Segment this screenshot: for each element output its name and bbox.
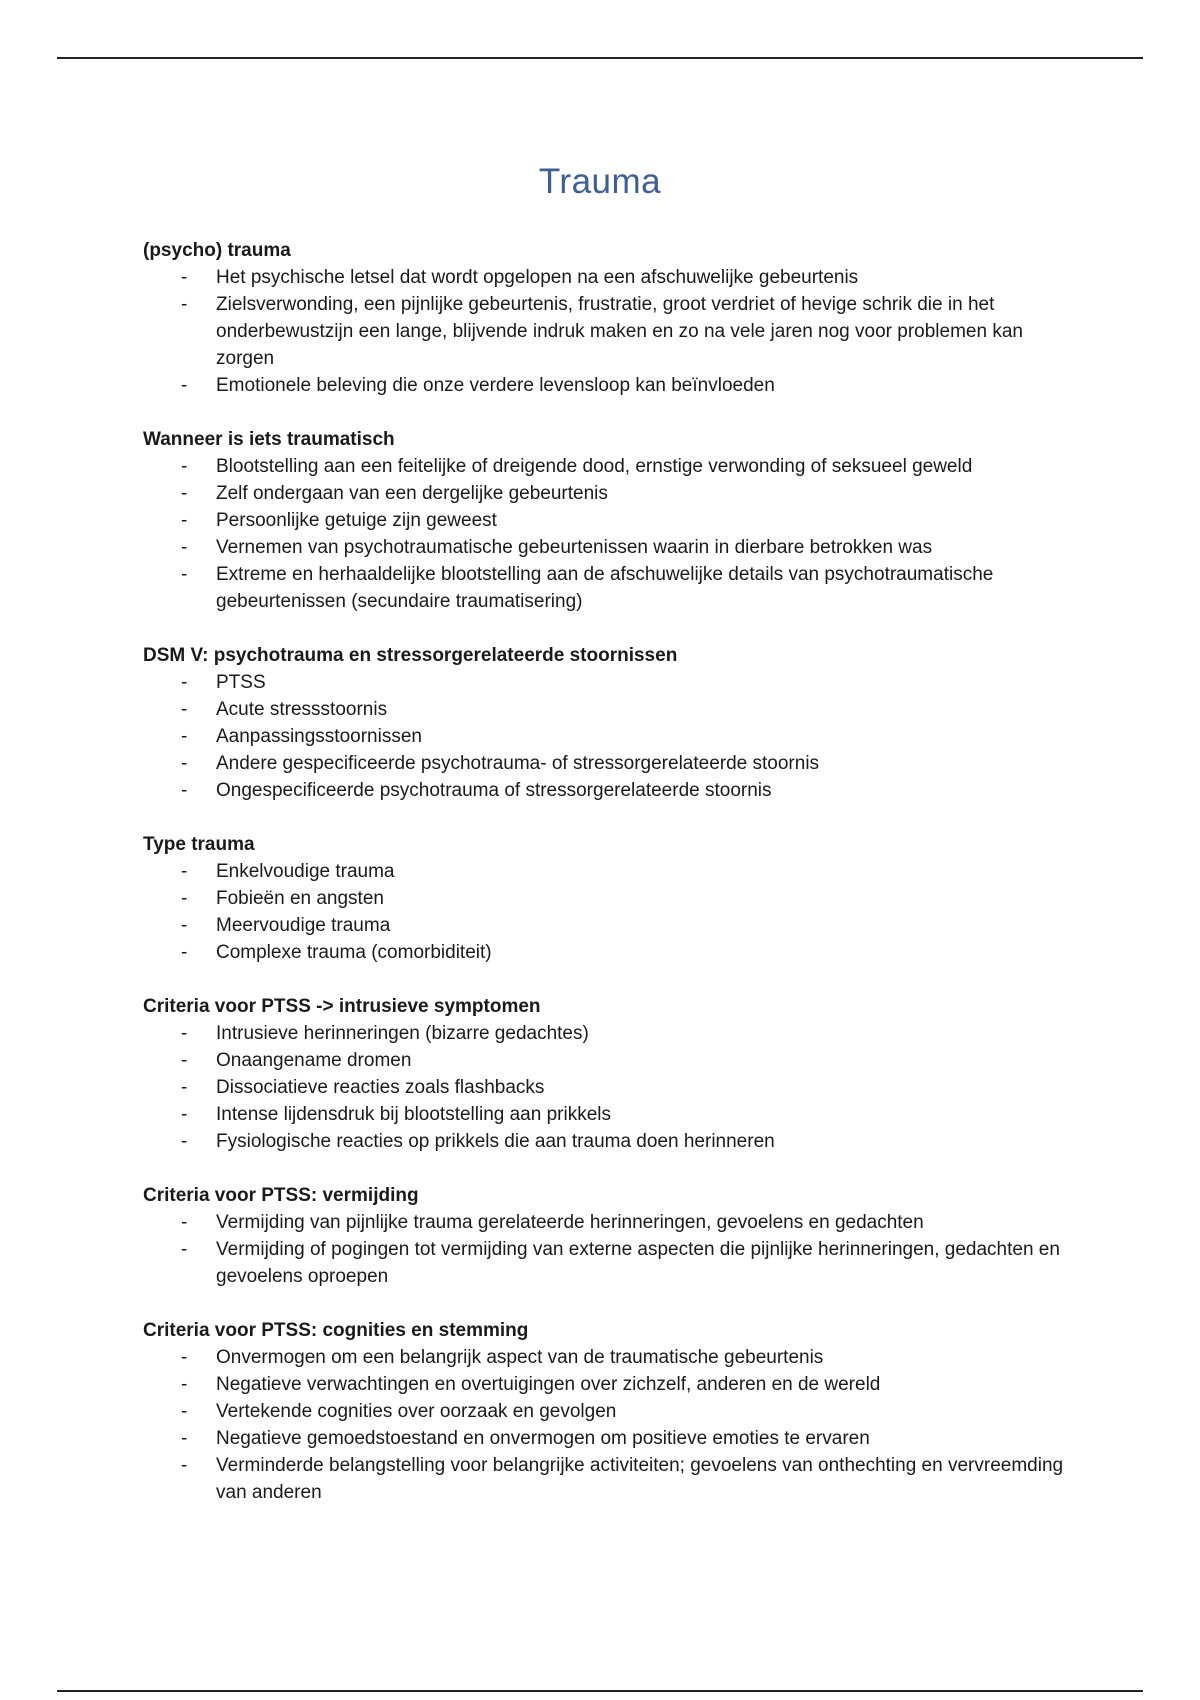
list-item [143, 1344, 1083, 1371]
list-item [143, 696, 1083, 723]
list-item [143, 480, 1083, 507]
list-item-text: Vermijding van pijnlijke trauma gerelateerde herinneringen, gevoelens en gedachten [216, 1212, 924, 1233]
list-item-text: Complexe trauma (comorbiditeit) [216, 942, 492, 963]
list-item [143, 1074, 1083, 1101]
list-item [143, 291, 1083, 372]
bullet-dash: - [181, 537, 188, 558]
document-body [143, 237, 1083, 1533]
bullet-dash: - [181, 699, 188, 720]
bullet-dash: - [181, 564, 188, 585]
list-item-text: Andere gespecificeerde psychotrauma- of stressorgerelateerde stoornis [216, 753, 820, 774]
bullet-dash: - [181, 1239, 188, 1260]
list-item-text: Fysiologische reacties op prikkels die aan trauma doen herinneren [216, 1131, 775, 1152]
list-item-text: Acute stressstoornis [216, 699, 388, 720]
bullet-dash: - [181, 1428, 188, 1449]
section-heading: Criteria voor PTSS: cognities en stemming [143, 1320, 529, 1341]
section-heading: Type trauma [143, 834, 255, 855]
bullet-dash: - [181, 1023, 188, 1044]
list-item-text: Onvermogen om een belangrijk aspect van de traumatische gebeurtenis [216, 1347, 824, 1368]
list-item-text: Persoonlijke getuige zijn geweest [216, 510, 497, 531]
list-item [143, 561, 1083, 615]
list-item-text: Intense lijdensdruk bij blootstelling aan prikkels [216, 1104, 612, 1125]
bullet-dash: - [181, 1212, 188, 1233]
section-ptss-intrusief [143, 993, 1083, 1155]
list-item-text: Emotionele beleving die onze verdere levensloop kan beïnvloeden [216, 375, 775, 396]
list-item [143, 453, 1083, 480]
bullet-dash: - [181, 510, 188, 531]
bullet-dash: - [181, 672, 188, 693]
list-item-text: PTSS [216, 672, 266, 693]
footer-rule [57, 1690, 1143, 1692]
list-item [143, 1128, 1083, 1155]
list-item-text: Dissociatieve reacties zoals flashbacks [216, 1077, 545, 1098]
section-heading: Wanneer is iets traumatisch [143, 429, 395, 450]
list-item-text: Fobieën en angsten [216, 888, 384, 909]
bullet-dash: - [181, 780, 188, 801]
header-rule [57, 57, 1143, 59]
bullet-dash: - [181, 1104, 188, 1125]
bullet-list [143, 1209, 1083, 1290]
list-item-text: Verminderde belangstelling voor belangrijke activiteiten; gevoelens van onthechting en vervreemding van anderen [216, 1455, 1064, 1503]
section-psycho-trauma [143, 237, 1083, 399]
section-heading: DSM V: psychotrauma en stressorgerelateerde stoornissen [143, 645, 678, 666]
list-item [143, 885, 1083, 912]
bullet-dash: - [181, 942, 188, 963]
bullet-dash: - [181, 1050, 188, 1071]
list-item-text: Negatieve verwachtingen en overtuigingen over zichzelf, anderen en de wereld [216, 1374, 881, 1395]
list-item-text: Extreme en herhaaldelijke blootstelling aan de afschuwelijke details van psychotraumatische gebeurtenissen (secundaire traumatisering) [216, 564, 994, 612]
list-item-text: Negatieve gemoedstoestand en onvermogen om positieve emoties te ervaren [216, 1428, 870, 1449]
list-item-text: Aanpassingsstoornissen [216, 726, 422, 747]
bullet-list [143, 669, 1083, 804]
bullet-dash: - [181, 483, 188, 504]
list-item-text: Blootstelling aan een feitelijke of dreigende dood, ernstige verwonding of seksueel geweld [216, 456, 973, 477]
list-item [143, 1047, 1083, 1074]
bullet-dash: - [181, 888, 188, 909]
bullet-dash: - [181, 1374, 188, 1395]
bullet-dash: - [181, 1455, 188, 1476]
page-title: Trauma [538, 162, 662, 201]
section-type-trauma [143, 831, 1083, 966]
section-heading: Criteria voor PTSS: vermijding [143, 1185, 419, 1206]
section-ptss-cognities [143, 1317, 1083, 1506]
list-item-text: Meervoudige trauma [216, 915, 391, 936]
list-item-text: Zelf ondergaan van een dergelijke gebeurtenis [216, 483, 608, 504]
bullet-dash: - [181, 375, 188, 396]
list-item-text: Enkelvoudige trauma [216, 861, 395, 882]
bullet-list [143, 1344, 1083, 1506]
list-item [143, 507, 1083, 534]
list-item-text: Intrusieve herinneringen (bizarre gedachtes) [216, 1023, 589, 1044]
bullet-list [143, 264, 1083, 399]
section-dsm-v [143, 642, 1083, 804]
bullet-dash: - [181, 456, 188, 477]
list-item [143, 669, 1083, 696]
list-item [143, 1452, 1083, 1506]
list-item-text: Zielsverwonding, een pijnlijke gebeurtenis, frustratie, groot verdriet of hevige schrik die in het onderbewustzijn een lange, blijvende indruk maken en zo na vele jaren nog voor problemen kan zorgen [216, 294, 1023, 369]
bullet-dash: - [181, 294, 188, 315]
list-item [143, 534, 1083, 561]
list-item [143, 858, 1083, 885]
bullet-dash: - [181, 1077, 188, 1098]
list-item [143, 1425, 1083, 1452]
bullet-dash: - [181, 1131, 188, 1152]
list-item-text: Het psychische letsel dat wordt opgelopen na een afschuwelijke gebeurtenis [216, 267, 859, 288]
bullet-dash: - [181, 915, 188, 936]
bullet-dash: - [181, 1401, 188, 1422]
section-ptss-vermijding [143, 1182, 1083, 1290]
bullet-list [143, 453, 1083, 615]
list-item-text: Onaangename dromen [216, 1050, 412, 1071]
list-item [143, 912, 1083, 939]
list-item [143, 1101, 1083, 1128]
section-wanneer-traumatisch [143, 426, 1083, 615]
list-item [143, 777, 1083, 804]
list-item [143, 372, 1083, 399]
bullet-dash: - [181, 753, 188, 774]
list-item [143, 1236, 1083, 1290]
section-heading: Criteria voor PTSS -> intrusieve symptomen [143, 996, 541, 1017]
list-item [143, 1398, 1083, 1425]
list-item [143, 264, 1083, 291]
list-item [143, 1209, 1083, 1236]
bullet-dash: - [181, 1347, 188, 1368]
bullet-list [143, 1020, 1083, 1155]
bullet-dash: - [181, 267, 188, 288]
list-item-text: Vertekende cognities over oorzaak en gevolgen [216, 1401, 617, 1422]
bullet-list [143, 858, 1083, 966]
section-heading: (psycho) trauma [143, 240, 291, 261]
list-item [143, 750, 1083, 777]
list-item-text: Ongespecificeerde psychotrauma of stressorgerelateerde stoornis [216, 780, 772, 801]
list-item [143, 939, 1083, 966]
bullet-dash: - [181, 861, 188, 882]
bullet-dash: - [181, 726, 188, 747]
list-item-text: Vermijding of pogingen tot vermijding van externe aspecten die pijnlijke herinneringen, gedachten en gevoelens oproepen [216, 1239, 1060, 1287]
list-item [143, 1371, 1083, 1398]
list-item [143, 723, 1083, 750]
list-item [143, 1020, 1083, 1047]
list-item-text: Vernemen van psychotraumatische gebeurtenissen waarin in dierbare betrokken was [216, 537, 933, 558]
